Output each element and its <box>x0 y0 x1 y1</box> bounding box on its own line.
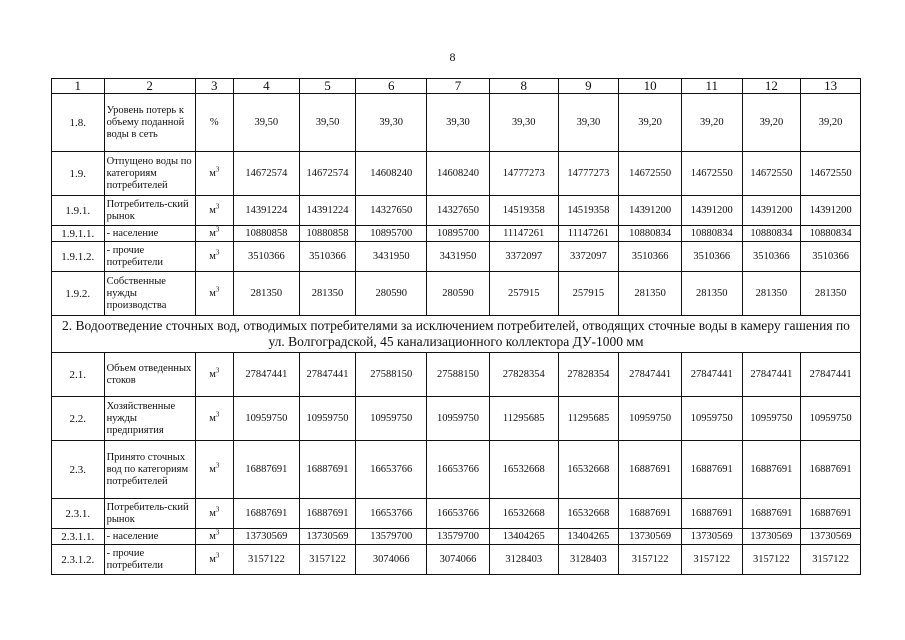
value-cell: 3372097 <box>489 242 558 272</box>
value-cell: 27588150 <box>427 353 490 397</box>
value-cell: 11295685 <box>489 397 558 441</box>
value-cell: 10959750 <box>356 397 427 441</box>
value-cell: 14672550 <box>681 152 742 196</box>
value-cell: 14519358 <box>489 196 558 226</box>
row-description: Потребитель-ский рынок <box>104 499 195 529</box>
value-cell: 10959750 <box>801 397 861 441</box>
header-row <box>52 79 861 94</box>
value-cell: 13730569 <box>619 529 682 545</box>
header-cell: 3 <box>195 79 233 94</box>
row-unit <box>195 272 233 316</box>
value-cell: 27847441 <box>742 353 801 397</box>
value-cell: 39,30 <box>356 94 427 152</box>
value-cell: 14672550 <box>742 152 801 196</box>
value-cell: 3510366 <box>681 242 742 272</box>
value-cell: 16887691 <box>742 441 801 499</box>
value-cell: 3510366 <box>299 242 356 272</box>
value-cell: 13404265 <box>489 529 558 545</box>
row-unit <box>195 397 233 441</box>
value-cell: 14672574 <box>234 152 300 196</box>
value-cell: 13730569 <box>742 529 801 545</box>
value-cell: 16887691 <box>299 499 356 529</box>
value-cell: 27828354 <box>489 353 558 397</box>
value-cell: 10895700 <box>427 226 490 242</box>
row-description: Объем отведенных стоков <box>104 353 195 397</box>
value-cell: 13579700 <box>356 529 427 545</box>
data-table <box>51 78 861 575</box>
value-cell: 3510366 <box>619 242 682 272</box>
value-cell: 10959750 <box>681 397 742 441</box>
row-unit <box>195 196 233 226</box>
value-cell: 16887691 <box>681 499 742 529</box>
value-cell: 14672574 <box>299 152 356 196</box>
value-cell: 39,50 <box>299 94 356 152</box>
header-cell: 12 <box>742 79 801 94</box>
unit-text: % <box>209 116 219 128</box>
value-cell: 14672550 <box>801 152 861 196</box>
value-cell: 16887691 <box>299 441 356 499</box>
value-cell: 14608240 <box>356 152 427 196</box>
value-cell: 16887691 <box>619 499 682 529</box>
row-code: 1.9.2. <box>52 272 105 316</box>
value-cell: 16887691 <box>801 499 861 529</box>
unit-superscript: 3 <box>215 165 220 173</box>
value-cell: 3128403 <box>489 545 558 575</box>
value-cell: 39,30 <box>489 94 558 152</box>
header-cell: 13 <box>801 79 861 94</box>
value-cell: 16532668 <box>489 441 558 499</box>
header-cell: 9 <box>558 79 619 94</box>
value-cell: 14391224 <box>299 196 356 226</box>
table-row <box>52 94 861 152</box>
row-code: 1.9.1. <box>52 196 105 226</box>
value-cell: 14391200 <box>681 196 742 226</box>
header-cell: 7 <box>427 79 490 94</box>
value-cell: 280590 <box>356 272 427 316</box>
unit-text: м <box>209 507 216 519</box>
value-cell: 10959750 <box>299 397 356 441</box>
value-cell: 39,30 <box>427 94 490 152</box>
row-code: 1.9. <box>52 152 105 196</box>
value-cell: 27847441 <box>619 353 682 397</box>
unit-text: м <box>209 204 216 216</box>
row-code: 1.9.1.1. <box>52 226 105 242</box>
row-unit <box>195 545 233 575</box>
unit-superscript: 3 <box>215 551 220 559</box>
row-description: Принято сточных вод по категориям потребителей <box>104 441 195 499</box>
value-cell: 3157122 <box>619 545 682 575</box>
value-cell: 257915 <box>558 272 619 316</box>
row-code: 2.1. <box>52 353 105 397</box>
header-cell: 6 <box>356 79 427 94</box>
table-row <box>52 242 861 272</box>
value-cell: 10959750 <box>427 397 490 441</box>
value-cell: 16653766 <box>427 499 490 529</box>
value-cell: 281350 <box>234 272 300 316</box>
value-cell: 3157122 <box>742 545 801 575</box>
value-cell: 39,20 <box>742 94 801 152</box>
value-cell: 281350 <box>299 272 356 316</box>
table-row <box>52 529 861 545</box>
value-cell: 10880834 <box>681 226 742 242</box>
value-cell: 10880834 <box>742 226 801 242</box>
value-cell: 3074066 <box>356 545 427 575</box>
header-cell: 2 <box>104 79 195 94</box>
header-cell: 5 <box>299 79 356 94</box>
table-row <box>52 226 861 242</box>
section-row <box>52 316 861 353</box>
value-cell: 13404265 <box>558 529 619 545</box>
value-cell: 39,20 <box>801 94 861 152</box>
unit-text: м <box>209 227 216 239</box>
value-cell: 10895700 <box>356 226 427 242</box>
value-cell: 27847441 <box>234 353 300 397</box>
value-cell: 16887691 <box>619 441 682 499</box>
row-unit <box>195 353 233 397</box>
value-cell: 3431950 <box>356 242 427 272</box>
row-unit <box>195 242 233 272</box>
unit-text: м <box>209 412 216 424</box>
unit-text: м <box>209 167 216 179</box>
value-cell: 39,50 <box>234 94 300 152</box>
row-description: Потребитель-ский рынок <box>104 196 195 226</box>
row-unit <box>195 441 233 499</box>
value-cell: 281350 <box>801 272 861 316</box>
value-cell: 13579700 <box>427 529 490 545</box>
value-cell: 281350 <box>619 272 682 316</box>
value-cell: 281350 <box>681 272 742 316</box>
table-row <box>52 196 861 226</box>
row-code: 1.9.1.2. <box>52 242 105 272</box>
value-cell: 280590 <box>427 272 490 316</box>
row-unit <box>195 152 233 196</box>
value-cell: 13730569 <box>234 529 300 545</box>
row-code: 1.8. <box>52 94 105 152</box>
row-unit <box>195 94 233 152</box>
value-cell: 3128403 <box>558 545 619 575</box>
unit-text: м <box>209 287 216 299</box>
unit-superscript: 3 <box>215 505 220 513</box>
value-cell: 27847441 <box>299 353 356 397</box>
row-unit <box>195 226 233 242</box>
table-row <box>52 353 861 397</box>
section-title: 2. Водоотведение сточных вод, отводимых потребителями за исключением потребителей, отводящих сточные воды в камеру гашения по ул. Волгоградской, 45 канализационного коллектора ДУ-1000 мм <box>52 316 861 353</box>
value-cell: 3431950 <box>427 242 490 272</box>
header-cell: 8 <box>489 79 558 94</box>
value-cell: 14608240 <box>427 152 490 196</box>
unit-superscript: 3 <box>215 366 220 374</box>
value-cell: 16887691 <box>234 441 300 499</box>
header-cell: 4 <box>234 79 300 94</box>
unit-superscript: 3 <box>215 248 220 256</box>
row-description: Уровень потерь к объему поданной воды в сеть <box>104 94 195 152</box>
table-row <box>52 441 861 499</box>
unit-text: м <box>209 368 216 380</box>
value-cell: 16887691 <box>742 499 801 529</box>
value-cell: 14391224 <box>234 196 300 226</box>
value-cell: 10880834 <box>801 226 861 242</box>
unit-text: м <box>209 463 216 475</box>
table-row <box>52 397 861 441</box>
row-description: - прочие потребители <box>104 545 195 575</box>
table-row <box>52 152 861 196</box>
row-code: 2.3.1.2. <box>52 545 105 575</box>
value-cell: 13730569 <box>681 529 742 545</box>
value-cell: 3510366 <box>742 242 801 272</box>
value-cell: 3157122 <box>299 545 356 575</box>
value-cell: 16532668 <box>558 499 619 529</box>
header-cell: 10 <box>619 79 682 94</box>
unit-text: м <box>209 250 216 262</box>
unit-text: м <box>209 530 216 542</box>
value-cell: 16532668 <box>489 499 558 529</box>
unit-text: м <box>209 553 216 565</box>
value-cell: 14672550 <box>619 152 682 196</box>
header-cell: 11 <box>681 79 742 94</box>
value-cell: 16653766 <box>356 441 427 499</box>
value-cell: 13730569 <box>299 529 356 545</box>
value-cell: 16653766 <box>356 499 427 529</box>
table-row <box>52 545 861 575</box>
value-cell: 3510366 <box>234 242 300 272</box>
row-description: Отпущено воды по категориям потребителей <box>104 152 195 196</box>
value-cell: 10880858 <box>234 226 300 242</box>
value-cell: 11147261 <box>489 226 558 242</box>
value-cell: 16532668 <box>558 441 619 499</box>
value-cell: 3510366 <box>801 242 861 272</box>
table-row <box>52 499 861 529</box>
row-code: 2.3. <box>52 441 105 499</box>
value-cell: 3157122 <box>234 545 300 575</box>
unit-superscript: 3 <box>215 461 220 469</box>
value-cell: 16653766 <box>427 441 490 499</box>
value-cell: 257915 <box>489 272 558 316</box>
value-cell: 3372097 <box>558 242 619 272</box>
value-cell: 14391200 <box>742 196 801 226</box>
value-cell: 14391200 <box>619 196 682 226</box>
value-cell: 3157122 <box>801 545 861 575</box>
unit-superscript: 3 <box>215 528 220 536</box>
value-cell: 11147261 <box>558 226 619 242</box>
value-cell: 10880834 <box>619 226 682 242</box>
value-cell: 10880858 <box>299 226 356 242</box>
value-cell: 10959750 <box>234 397 300 441</box>
value-cell: 13730569 <box>801 529 861 545</box>
row-unit <box>195 529 233 545</box>
value-cell: 27588150 <box>356 353 427 397</box>
value-cell: 14519358 <box>558 196 619 226</box>
row-code: 2.3.1. <box>52 499 105 529</box>
value-cell: 39,20 <box>619 94 682 152</box>
row-code: 2.3.1.1. <box>52 529 105 545</box>
value-cell: 14327650 <box>356 196 427 226</box>
row-description: Собственные нужды производства <box>104 272 195 316</box>
value-cell: 27828354 <box>558 353 619 397</box>
page-number: 8 <box>449 50 456 64</box>
value-cell: 16887691 <box>234 499 300 529</box>
unit-superscript: 3 <box>215 225 220 233</box>
value-cell: 27847441 <box>681 353 742 397</box>
value-cell: 14327650 <box>427 196 490 226</box>
unit-superscript: 3 <box>215 285 220 293</box>
value-cell: 10959750 <box>619 397 682 441</box>
value-cell: 16887691 <box>801 441 861 499</box>
value-cell: 14777273 <box>489 152 558 196</box>
value-cell: 3157122 <box>681 545 742 575</box>
row-description: - население <box>104 529 195 545</box>
table-row <box>52 272 861 316</box>
value-cell: 16887691 <box>681 441 742 499</box>
value-cell: 281350 <box>742 272 801 316</box>
row-description: - население <box>104 226 195 242</box>
row-description: Хозяйственные нужды предприятия <box>104 397 195 441</box>
header-cell: 1 <box>52 79 105 94</box>
value-cell: 14777273 <box>558 152 619 196</box>
value-cell: 14391200 <box>801 196 861 226</box>
value-cell: 27847441 <box>801 353 861 397</box>
unit-superscript: 3 <box>215 202 220 210</box>
row-description: - прочие потребители <box>104 242 195 272</box>
value-cell: 39,30 <box>558 94 619 152</box>
unit-superscript: 3 <box>215 410 220 418</box>
value-cell: 11295685 <box>558 397 619 441</box>
row-code: 2.2. <box>52 397 105 441</box>
value-cell: 3074066 <box>427 545 490 575</box>
value-cell: 39,20 <box>681 94 742 152</box>
value-cell: 10959750 <box>742 397 801 441</box>
row-unit <box>195 499 233 529</box>
